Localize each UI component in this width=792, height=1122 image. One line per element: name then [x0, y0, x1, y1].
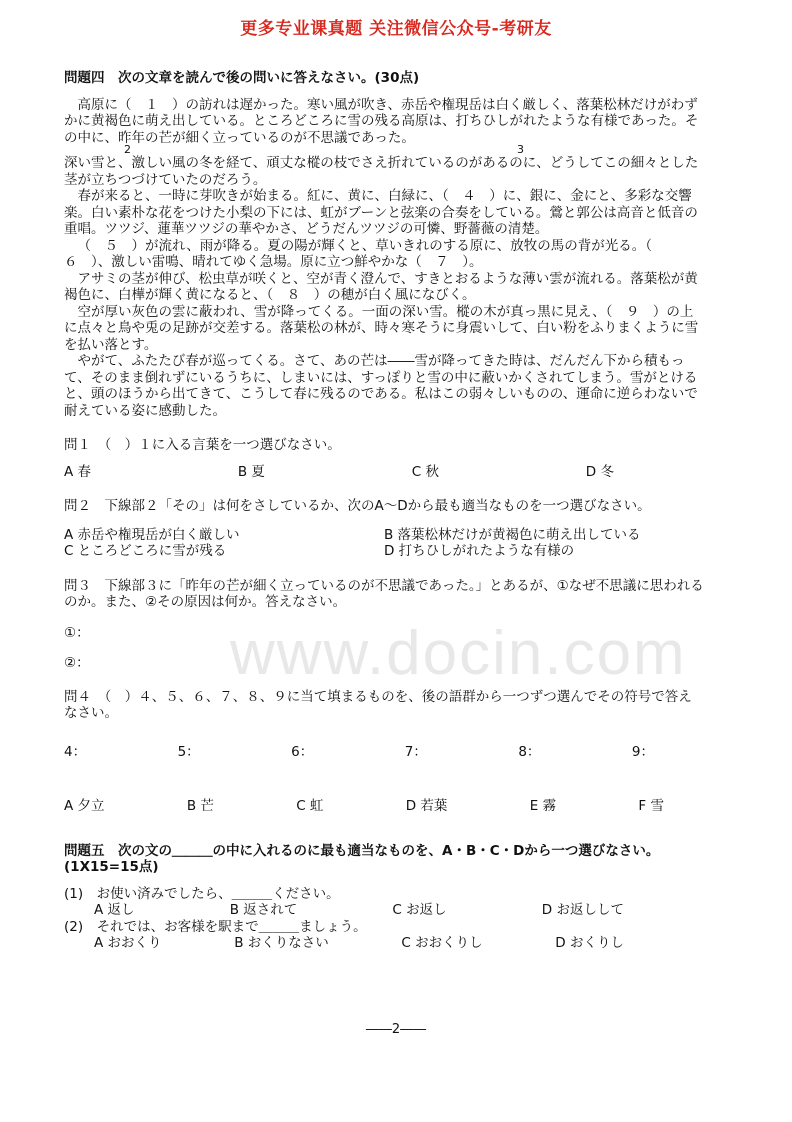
option: A 返し [94, 902, 135, 918]
option: B 返されて [229, 902, 298, 918]
section4-heading: 問題四 次の文章を読んで後の問いに答えなさい。(30点) [64, 70, 420, 86]
option: B おくりなさい [234, 935, 329, 951]
answer-line-2: ②： [64, 654, 90, 671]
passage-paragraph: （ ５ ）が流れ、雨が降る。夏の陽が輝くと、草いきれのする原に、放牧の馬の背が光る。（ ６ ）、激しい雷鳴、晴れてゆく急場。原に立つ鮮やかな（ ７ ）。 [64, 237, 666, 270]
section5-question: (1) お使い済みでしたら、＿＿＿ください。 [64, 885, 340, 902]
mark-2: 2 [124, 143, 131, 156]
slot: 6： [291, 743, 314, 760]
page-number: ――2―― [365, 1022, 427, 1037]
slot: 5： [177, 743, 200, 760]
option: D 打ちひしがれたような有様の [384, 543, 575, 559]
section5-options [64, 902, 704, 919]
section5-options [64, 935, 704, 952]
option: B 落葉松林だけが黄褐色に萌え出している [384, 526, 641, 543]
question-2-options [64, 527, 704, 560]
answer-line-1: ①： [64, 624, 90, 641]
question-4-choices [64, 798, 704, 815]
mark-3: 3 [517, 143, 524, 156]
option: A おおくり [94, 935, 162, 951]
option: C お返し [392, 902, 447, 918]
section5-heading: 問題五 次の文の＿＿＿の中に入れるのに最も適当なものを、A・B・C・Dから一つ選びなさい。(1X15=15点) [64, 842, 660, 875]
option: C 秋 [411, 463, 439, 480]
slot: 9： [631, 743, 654, 760]
section5-item [64, 886, 704, 919]
option: D おくりし [555, 935, 624, 951]
option: C おおくりし [401, 935, 483, 951]
passage-paragraph: やがて、ふたたび春が巡ってくる。さて、あの芒は――雪が降ってきた時は、だんだん下から積もって、そのまま倒れずにいるうちに、しまいには、すっぽりと雪の中に蔽いかくされてしまう。雪がとけると、頭のほうから出てきて、こうして春に残るのである。私はこの弱々しいものの、運命に逆らわないで耐えている姿に感動した。 [64, 353, 698, 419]
question-4: 問４ （ ）４、５、６、７、８、９に当て填まるものを、後の語群から一つずつ選んでその符号で答えなさい。 [64, 688, 692, 721]
question-4-slots [64, 744, 704, 761]
section5-question: (2) それでは、お客様を駅まで＿＿＿ましょう。 [64, 918, 367, 935]
slot: 8： [518, 743, 541, 760]
slot: 4： [64, 743, 87, 760]
choice: D 若葉 [405, 798, 448, 814]
slot: 7： [404, 743, 427, 760]
option: C ところどころに雪が残る [64, 543, 227, 559]
choice: E 霧 [529, 798, 557, 814]
passage-paragraph: アサミの茎が伸び、松虫草が咲くと、空が青く澄んで、すきとおるような薄い雲が流れる。落葉松が黄褐色に、白樺が輝く黄になると、（ ８ ）の穂が白く風になびく。 [64, 270, 698, 303]
passage-paragraph: 深い雪と、激しい風の冬を経て、頑丈な樅の枝でさえ折れているのがあるのに、どうしてこの細々とした茎が立ちつづけていたのだろう。 [64, 155, 699, 188]
question-1: 問１ （ ）１に入る言葉を一つ選びなさい。 [64, 437, 341, 453]
watermark: www.docin.com [230, 619, 687, 688]
option: A 赤岳や権現岳が白く厳しい [64, 526, 240, 543]
promo-banner: 更多专业课真题 关注微信公众号-考研友 [240, 19, 552, 39]
option: D お返しして [541, 902, 624, 918]
question-1-options [64, 464, 704, 481]
passage-paragraph: 春が来ると、一時に芽吹きが始まる。紅に、黄に、白緑に、（ ４ ）に、銀に、金にと、多彩な交響楽。白い素朴な花をつけた小梨の下には、虹がブーンと弦楽の合奏をしている。鶯と郭公は高音と低音の重唱。ツツジ、蓮華ツツジの華やかさ、どうだんツツジの可憐、野薔薇の清楚。 [64, 188, 698, 237]
passage-paragraph: 空が厚い灰色の雲に蔽われ、雪が降ってくる。一面の深い雪。樅の木が真っ黒に見え、（ ９ ）の上に点々と鳥や兎の足跡が交差する。落葉松の林が、時々寒そうに身震いして、白い粉をふりまくように雪を払い落とす。 [64, 303, 699, 353]
option: B 夏 [237, 463, 265, 480]
choice: C 虹 [296, 798, 324, 814]
exam-page [64, 70, 704, 952]
choice: F 雪 [638, 798, 664, 814]
choice: B 芒 [186, 798, 214, 814]
question-2: 問２ 下線部２「その」は何をさしているか、次のA～Dから最も適当なものを一つ選びなさい。 [64, 498, 651, 514]
option: D 冬 [585, 463, 614, 480]
section5-item [64, 919, 704, 952]
option: A 春 [64, 463, 92, 480]
passage-paragraph: 高原に（ １ ）の訪れは遅かった。寒い風が吹き、赤岳や権現岳は白く厳しく、落葉松林だけがわずかに黄褐色に萌え出している。ところどころに雪の残る高原は、打ちひしがれたような有様であった。その中に、昨年の芒が細く立っているのが不思議であった。 [64, 96, 699, 146]
choice: A 夕立 [64, 798, 105, 814]
question-3: 問３ 下線部３に「昨年の芒が細く立っているのが不思議であった。」とあるが、①なぜ不思議に思われるのか。また、②その原因は何か。答えなさい。 [64, 577, 704, 610]
